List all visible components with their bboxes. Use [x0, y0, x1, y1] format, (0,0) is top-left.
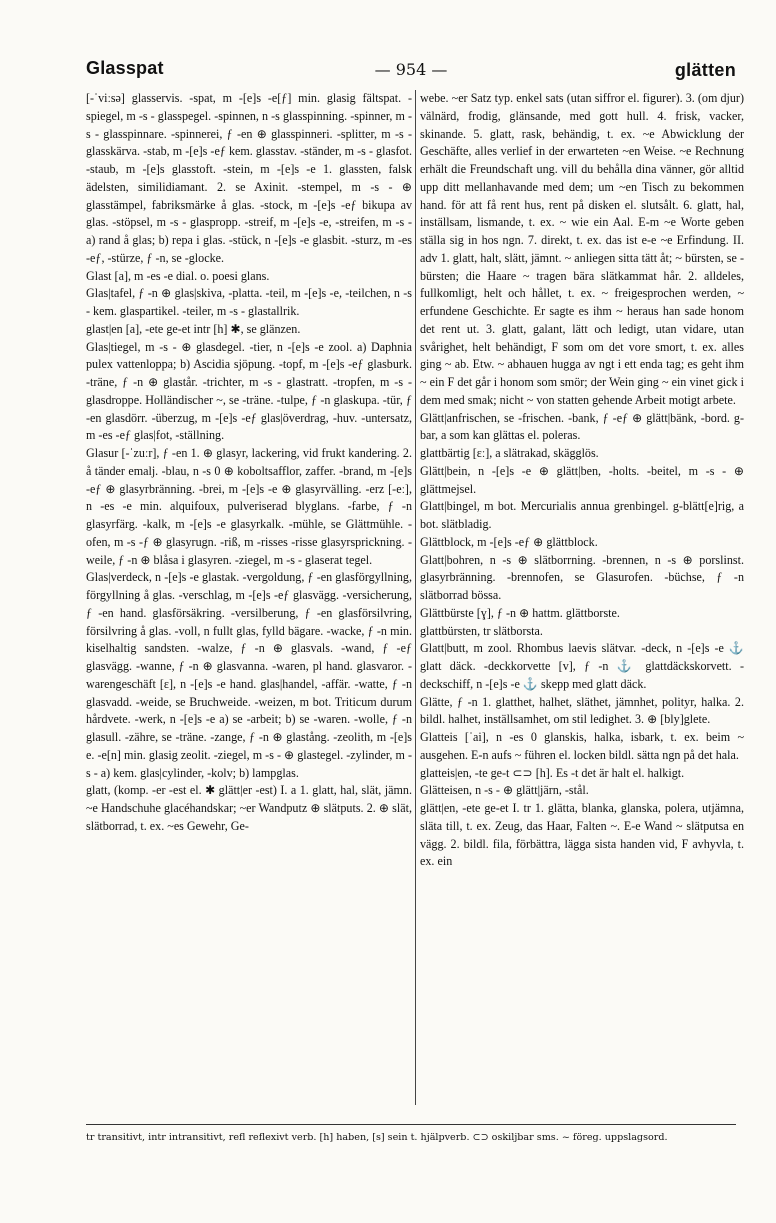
dictionary-entry: Glättblock, m -[e]s -eƒ ⊕ glättblock. — [420, 534, 598, 549]
page-number: — 954 — — [374, 60, 448, 79]
dictionary-entry: Glas|verdeck, n -[e]s -e glastak. -vergoldung, ƒ -en glasförgyllning, förgyllning å glas. -verschlag, m -[e]s -eƒ glasvägg. -versicherung, ƒ -en hand. glasförsäkring. -versilberung, ƒ -en glasförsilvring, försilvring å glas. -voll, n fullt glas, fylld bägare. -wacke, ƒ -n min. kiselhaltig sandsten. -walze, ƒ -n ⊕ glasvals. -wand, ƒ -eƒ glasvägg. -wanne, ƒ -n ⊕ glasvanna. -waren, pl hand. glasvaror. -warengeschäft [ɛ], n -[e]s -e hand. glas|handel, -affär. -watte, ƒ -n glasvadd. -weide, se Bruchweide. -weizen, m bot. Triticum durum hårdvete. -werk, n -[e]s -e a) se -arbeit; b) se -waren. -wolle, ƒ -n glasull. -zähre, se -träne. -zange, ƒ -n ⊕ glastång. -zeolith, m -[e]s e. -e[n] min. glasig zeolit. -ziegel, m -s - ⊕ glastegel. -zylinder, m -s - a) kem. glas|cylinder, -kolv; b) lampglas. — [86, 570, 412, 780]
dictionary-entry: Glatt|butt, m zool. Rhombus laevis slätvar. -deck, n -[e]s -e ⚓ glatt däck. -deckkorvette [v], ƒ -n ⚓ glattdäckskorvett. -deckschiff, n -[e]s -e ⚓ skepp med glatt däck. — [420, 641, 744, 691]
abbreviation-footer: tr transitivt, intr intransitivt, refl reflexivt verb. [h] haben, [s] sein t. hjälpverb. ⊂⊃ oskiljbar sms. ~ föreg. uppslagsord. — [86, 1124, 736, 1144]
dictionary-entry: glattbärtig [ɛː], a slätrakad, skägglös. — [420, 446, 599, 460]
left-column — [86, 90, 412, 1108]
dictionary-entry: Glätt|bein, n -[e]s -e ⊕ glätt|ben, -holts. -beitel, m -s - ⊕ glättmejsel. — [420, 463, 744, 496]
dictionary-entry: Glasur [-ˈzuːr], ƒ -en 1. ⊕ glasyr, lackering, vid frukt kandering. 2. å tänder emalj. -blau, n -s 0 ⊕ koboltsafflor, zaffer. -brand, m -[e]s -eƒ ⊕ glasyrbränning. -brei, m -[e]s -e ⊕ glasyrvälling. -erz [-eː], n -es -e min. alquifoux, pulveriserad blyglans. -farbe, ƒ -n glasyrfärg. -kalk, m -[e]s -e glasyrkalk. -mühle, se Glättmühle. -ofen, m -s -ƒ ⊕ glasyrugn. -riß, m -risses -risse glasyrsprickning. -weile, ƒ -n ⊕ blåsa i glasyren. -ziegel, m -s - glaserat tegel. — [86, 446, 412, 567]
dictionary-entry: webe. ~er Satz typ. enkel sats (utan siffror el. figurer). 3. (om djur) välnärd, frodig, glänsande, med gott hull. 4. frisk, vacker, skinande. 5. glatt, rask, behändig, t. ex. ~e Abwicklung der Geschäfte, alles verlief in der erwarteten ~en Weise. ~e Rechnung erhält die Freundschaft ung. vill du behålla dina vänner, gör alltid upp ditt mellanhavande med dem; um ~en Tisch zu bekommen hand. för att få rent hus, rent på disken el. slutsålt. 6. glatt, hal, inställsam, lismande, t. ex. ~ wie ein Aal. E-m ~e Worte geben ställa sig in hos ngn. 7. direkt, t. ex. das ist e-e ~e Erfindung. II. adv 1. glatt, halt, slätt, jämnt. ~ anliegen sitta tätt åt; ~ bürsten, se -bürsten; die Haare ~ tragen bära slätkammat hår. 2. alldeles, fullkomligt, helt och hållet, t. ex. ~ freigesprochen werden, ~ erfundene Geschichte. Er sagte es ihm ~ heraus han sade honom det rent ut. 3. glatt, galant, lätt och ledigt, utan vidare, utan svårighet, helt behändigt, F som om det vore smort, t. ex. alles ging ~ ab. Etw. ~ abhauen hugga av ngt i ett enda tag; es geht ihm ~ ein F det går i honom som smör; der Wein ging ~ ein vinet gick i dem med smak; nicht ~ von statten gehende Arbeit motigt arbete. — [420, 91, 744, 407]
left-running-headword: Glasspat — [86, 58, 164, 78]
dictionary-entry: glatteis|en, -te ge-t ⊂⊃ [h]. Es -t det är halt el. halkigt. — [420, 765, 685, 780]
dictionary-entry: glattbürsten, tr slätborsta. — [420, 623, 543, 638]
dictionary-entry: Glast [a], m -es -e dial. o. poesi glans. — [86, 268, 270, 283]
dictionary-entry: Glatt|bingel, m bot. Mercurialis annua grenbingel. g-blätt[e]rig, a bot. slätbladig. — [420, 499, 744, 531]
dictionary-entry: Glatteis [ˈai], n -es 0 glanskis, halka, isbark, t. ex. beim ~ ausgehen. E-n aufs ~ führen el. locken bildl. sätta ngn på det hala. — [420, 730, 744, 762]
dictionary-entry: Glätteisen, n -s - ⊕ glätt|järn, -stål. — [420, 783, 589, 798]
dictionary-entry: [-ˈviːsə] glasservis. -spat, m -[e]s -e[ƒ] min. glasig fältspat. -spiegel, m -s - glasspegel. -spinnen, n -s glasspinning. -spinner, m -s - glasspinnare. -spinnerei, ƒ -en ⊕ glasspinneri. -splitter, m -s - glasskärva. -stab, m -[e]s -eƒ kem. glasstav. -ständer, m -s - glasfot. -staub, m -[e]s glasstoft. -stein, m -[e]s -e 1. glassten, falsk ädelsten, similidiamant. 2. se Axinit. -stempel, m -s - ⊕ glasstämpel, fabriksmärke å glas. -stock, m -[e]s -eƒ bikupa av glas. -stöpsel, m -s - glaspropp. -streif, m -[e]s -e, -streifen, m -s - a) rand å glas; b) repa i glas. -stück, n -[e]s -e glasbit. -sturz, m -es -eƒ, -stürze, ƒ -n, se -glocke. — [86, 91, 412, 265]
dictionary-entry: Glas|tiegel, m -s - ⊕ glasdegel. -tier, n -[e]s -e zool. a) Daphnia pulex vattenloppa; b) Ascidia sjöpung. -topf, m -[e]s -eƒ glasburk. -träne, ƒ -n ⊕ glastår. -trichter, m -s - glastratt. -tropfen, m -s - glasdroppe. Holländischer ~, se -träne. -tulpe, ƒ -n glaskupa. -tür, ƒ -en glasdörr. -überzug, m -[e]s -eƒ glas|överdrag, -huv. -untersatz, m -es -eƒ glas|fot, -ställning. — [86, 339, 412, 443]
page-header — [86, 52, 736, 86]
right-column — [420, 90, 744, 1108]
dictionary-entry: Glättbürste [ɣ], ƒ -n ⊕ hattm. glättborste. — [420, 605, 620, 620]
column-divider — [415, 90, 416, 1105]
dictionary-entry: glast|en [a], -ete ge-et intr [h] ✱, se glänzen. — [86, 321, 301, 336]
dictionary-entry: Glätt|anfrischen, se -frischen. -bank, ƒ -eƒ ⊕ glätt|bänk, -bord. g-bar, a som kan glättas el. poleras. — [420, 410, 744, 443]
right-running-headword: glätten — [674, 60, 736, 80]
dictionary-entry: glätt|en, -ete ge-et I. tr 1. glätta, blanka, glanska, polera, utjämna, släta till, t. ex. Zeug, das Haar, Falten ~. E-e Wand ~ slätputsa en vägg. 2. bildl. fila, förbättra, lägga sista handen vid, F avhyvla, t. ex. ein — [420, 801, 744, 869]
dictionary-entry: glatt, (komp. -er -est el. ✱ glätt|er -est) I. a 1. glatt, hal, slät, jämn. ~e Handschuhe glacéhandskar; ~er Wandputz ⊕ slätputs. 2. ⊕ slät, slätborrad, t. ex. ~es Gewehr, Ge- — [86, 783, 412, 833]
dictionary-entry: Glas|tafel, ƒ -n ⊕ glas|skiva, -platta. -teil, m -[e]s -e, -teilchen, n -s - kem. glaspartikel. -teiler, m -s - glastallrik. — [86, 286, 412, 318]
dictionary-entry: Glätte, ƒ -n 1. glatthet, halhet, släthet, jämnhet, polityr, halka. 2. bildl. halhet, inställsamhet, om stil ledighet. 3. ⊕ [bly]glete. — [420, 694, 744, 727]
dictionary-entry: Glatt|bohren, n -s ⊕ slätborrning. -brennen, n -s ⊕ porslinst. glasyrbränning. -brennofen, se Glasurofen. -büchse, ƒ -n slätborrad bössa. — [420, 552, 744, 602]
